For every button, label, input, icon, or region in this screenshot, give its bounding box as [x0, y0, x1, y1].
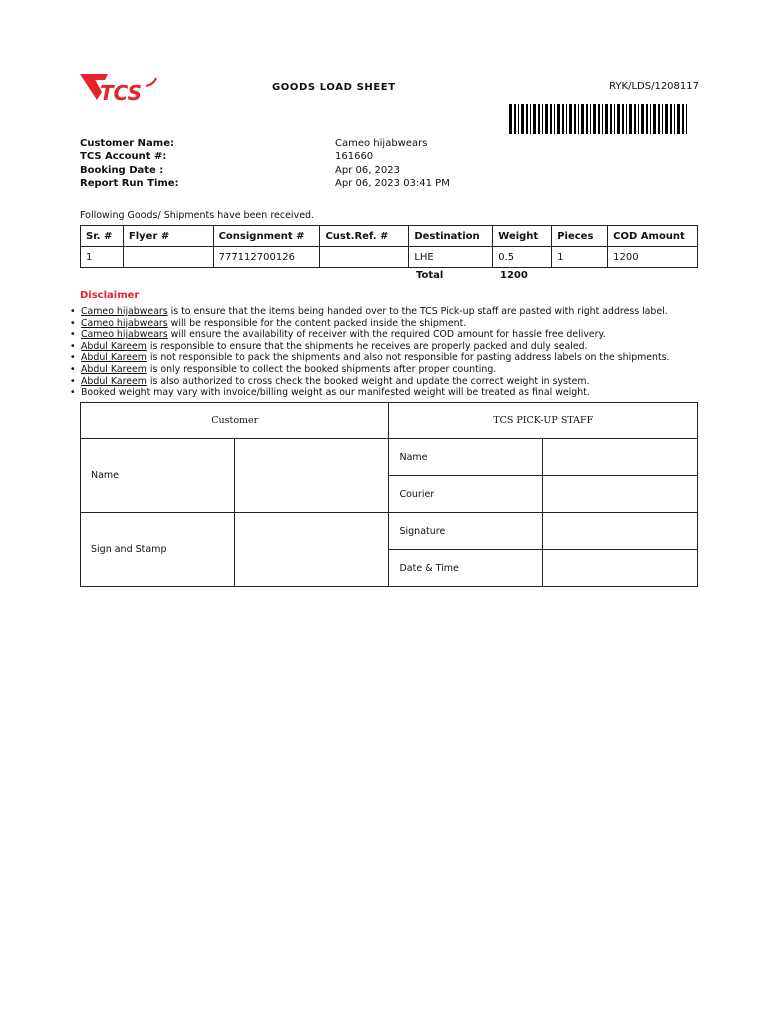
account-value: 161660 — [335, 151, 374, 163]
disclaimer-text: will ensure the availability of receiver with the required COD amount for hassle free delivery. — [167, 329, 606, 341]
customer-name-label: Customer Name: — [80, 138, 174, 149]
party-name: Abdul Kareem — [81, 352, 147, 364]
list-item — [80, 341, 670, 353]
reference-number: RYK/LDS/1208117 — [609, 81, 699, 92]
disclaimer-text: is also authorized to cross check the booked weight and update the correct weight in system. — [146, 375, 590, 387]
cust-ref-cell — [320, 247, 409, 268]
customer-info-labels — [80, 137, 179, 191]
staff-heading: TCS PICK-UP STAFF — [389, 403, 698, 439]
staff-name-label: Name — [389, 439, 543, 476]
staff-signature-label: Signature — [389, 513, 543, 550]
party-name: Abdul Kareem — [81, 363, 147, 375]
disclaimer-list — [80, 306, 670, 399]
party-name: Cameo hijabwears — [81, 306, 168, 317]
booking-date-label: Booking Date : — [80, 164, 164, 176]
table-row — [81, 247, 698, 268]
staff-datetime-label: Date & Time — [389, 550, 543, 587]
customer-info-values — [335, 137, 450, 191]
sr-cell: 1 — [81, 247, 124, 268]
list-item — [80, 352, 670, 364]
party-name: Cameo hijabwears — [81, 329, 168, 341]
disclaimer-text: is responsible to ensure that the shipments he receives are properly packed and duly sealed. — [146, 340, 588, 352]
customer-sign-box[interactable] — [234, 513, 389, 587]
party-name: Cameo hijabwears — [81, 317, 168, 329]
staff-courier-box[interactable] — [543, 476, 698, 513]
flyer-cell — [123, 247, 213, 268]
party-name: Abdul Kareem — [81, 375, 147, 387]
list-item — [80, 306, 670, 318]
customer-heading: Customer — [81, 403, 389, 439]
booking-date-value: Apr 06, 2023 — [335, 164, 401, 176]
customer-sign-label: Sign and Stamp — [81, 513, 235, 587]
logo-wordmark: TCS — [100, 81, 143, 105]
pieces-cell: 1 — [552, 247, 608, 268]
staff-signature-box[interactable] — [543, 513, 698, 550]
disclaimer-title: Disclaimer — [80, 290, 140, 301]
customer-name-label: Name — [81, 439, 235, 513]
column-header: Destination — [409, 226, 493, 247]
shipments-table — [80, 225, 698, 268]
disclaimer-text: is to ensure that the items being handed over to the TCS Pick-up staff are pasted with right address label. — [167, 306, 668, 317]
customer-name-value: Cameo hijabwears — [335, 138, 428, 149]
column-header: Sr. # — [81, 226, 124, 247]
barcode — [509, 104, 689, 134]
disclaimer-text: is only responsible to collect the booked shipments after proper counting. — [146, 363, 497, 375]
staff-name-box[interactable] — [543, 439, 698, 476]
list-item — [80, 318, 670, 330]
total-value: 1200 — [500, 270, 528, 281]
weight-cell: 0.5 — [493, 247, 552, 268]
column-header: Flyer # — [123, 226, 213, 247]
document-title: GOODS LOAD SHEET — [272, 82, 396, 93]
list-item — [80, 329, 670, 341]
report-run-time-label: Report Run Time: — [80, 178, 179, 190]
list-item — [80, 364, 670, 376]
column-header: Pieces — [552, 226, 608, 247]
column-header: Weight — [493, 226, 552, 247]
column-header: Consignment # — [213, 226, 320, 247]
destination-cell: LHE — [409, 247, 493, 268]
report-run-time-value: Apr 06, 2023 03:41 PM — [335, 178, 450, 190]
disclaimer-text: will be responsible for the content packed inside the shipment. — [167, 317, 467, 329]
cod-amount-cell: 1200 — [608, 247, 698, 268]
tcs-logo — [78, 70, 160, 106]
party-name: Abdul Kareem — [81, 340, 147, 352]
column-header: Cust.Ref. # — [320, 226, 409, 247]
table-header-row — [81, 226, 698, 247]
total-label: Total — [416, 270, 444, 281]
customer-name-box[interactable] — [234, 439, 389, 513]
consignment-cell: 777112700126 — [213, 247, 320, 268]
staff-courier-label: Courier — [389, 476, 543, 513]
staff-datetime-box[interactable] — [543, 550, 698, 587]
received-note: Following Goods/ Shipments have been received. — [80, 210, 315, 221]
disclaimer-text: Booked weight may vary with invoice/billing weight as our manifested weight will be treated as final weight. — [81, 387, 590, 399]
column-header: COD Amount — [608, 226, 698, 247]
signoff-table — [80, 402, 698, 587]
list-item — [80, 376, 670, 388]
list-item — [80, 387, 670, 399]
disclaimer-text: is not responsible to pack the shipments and also not responsible for pasting address labels on the shipments. — [146, 352, 670, 364]
account-label: TCS Account #: — [80, 151, 167, 163]
